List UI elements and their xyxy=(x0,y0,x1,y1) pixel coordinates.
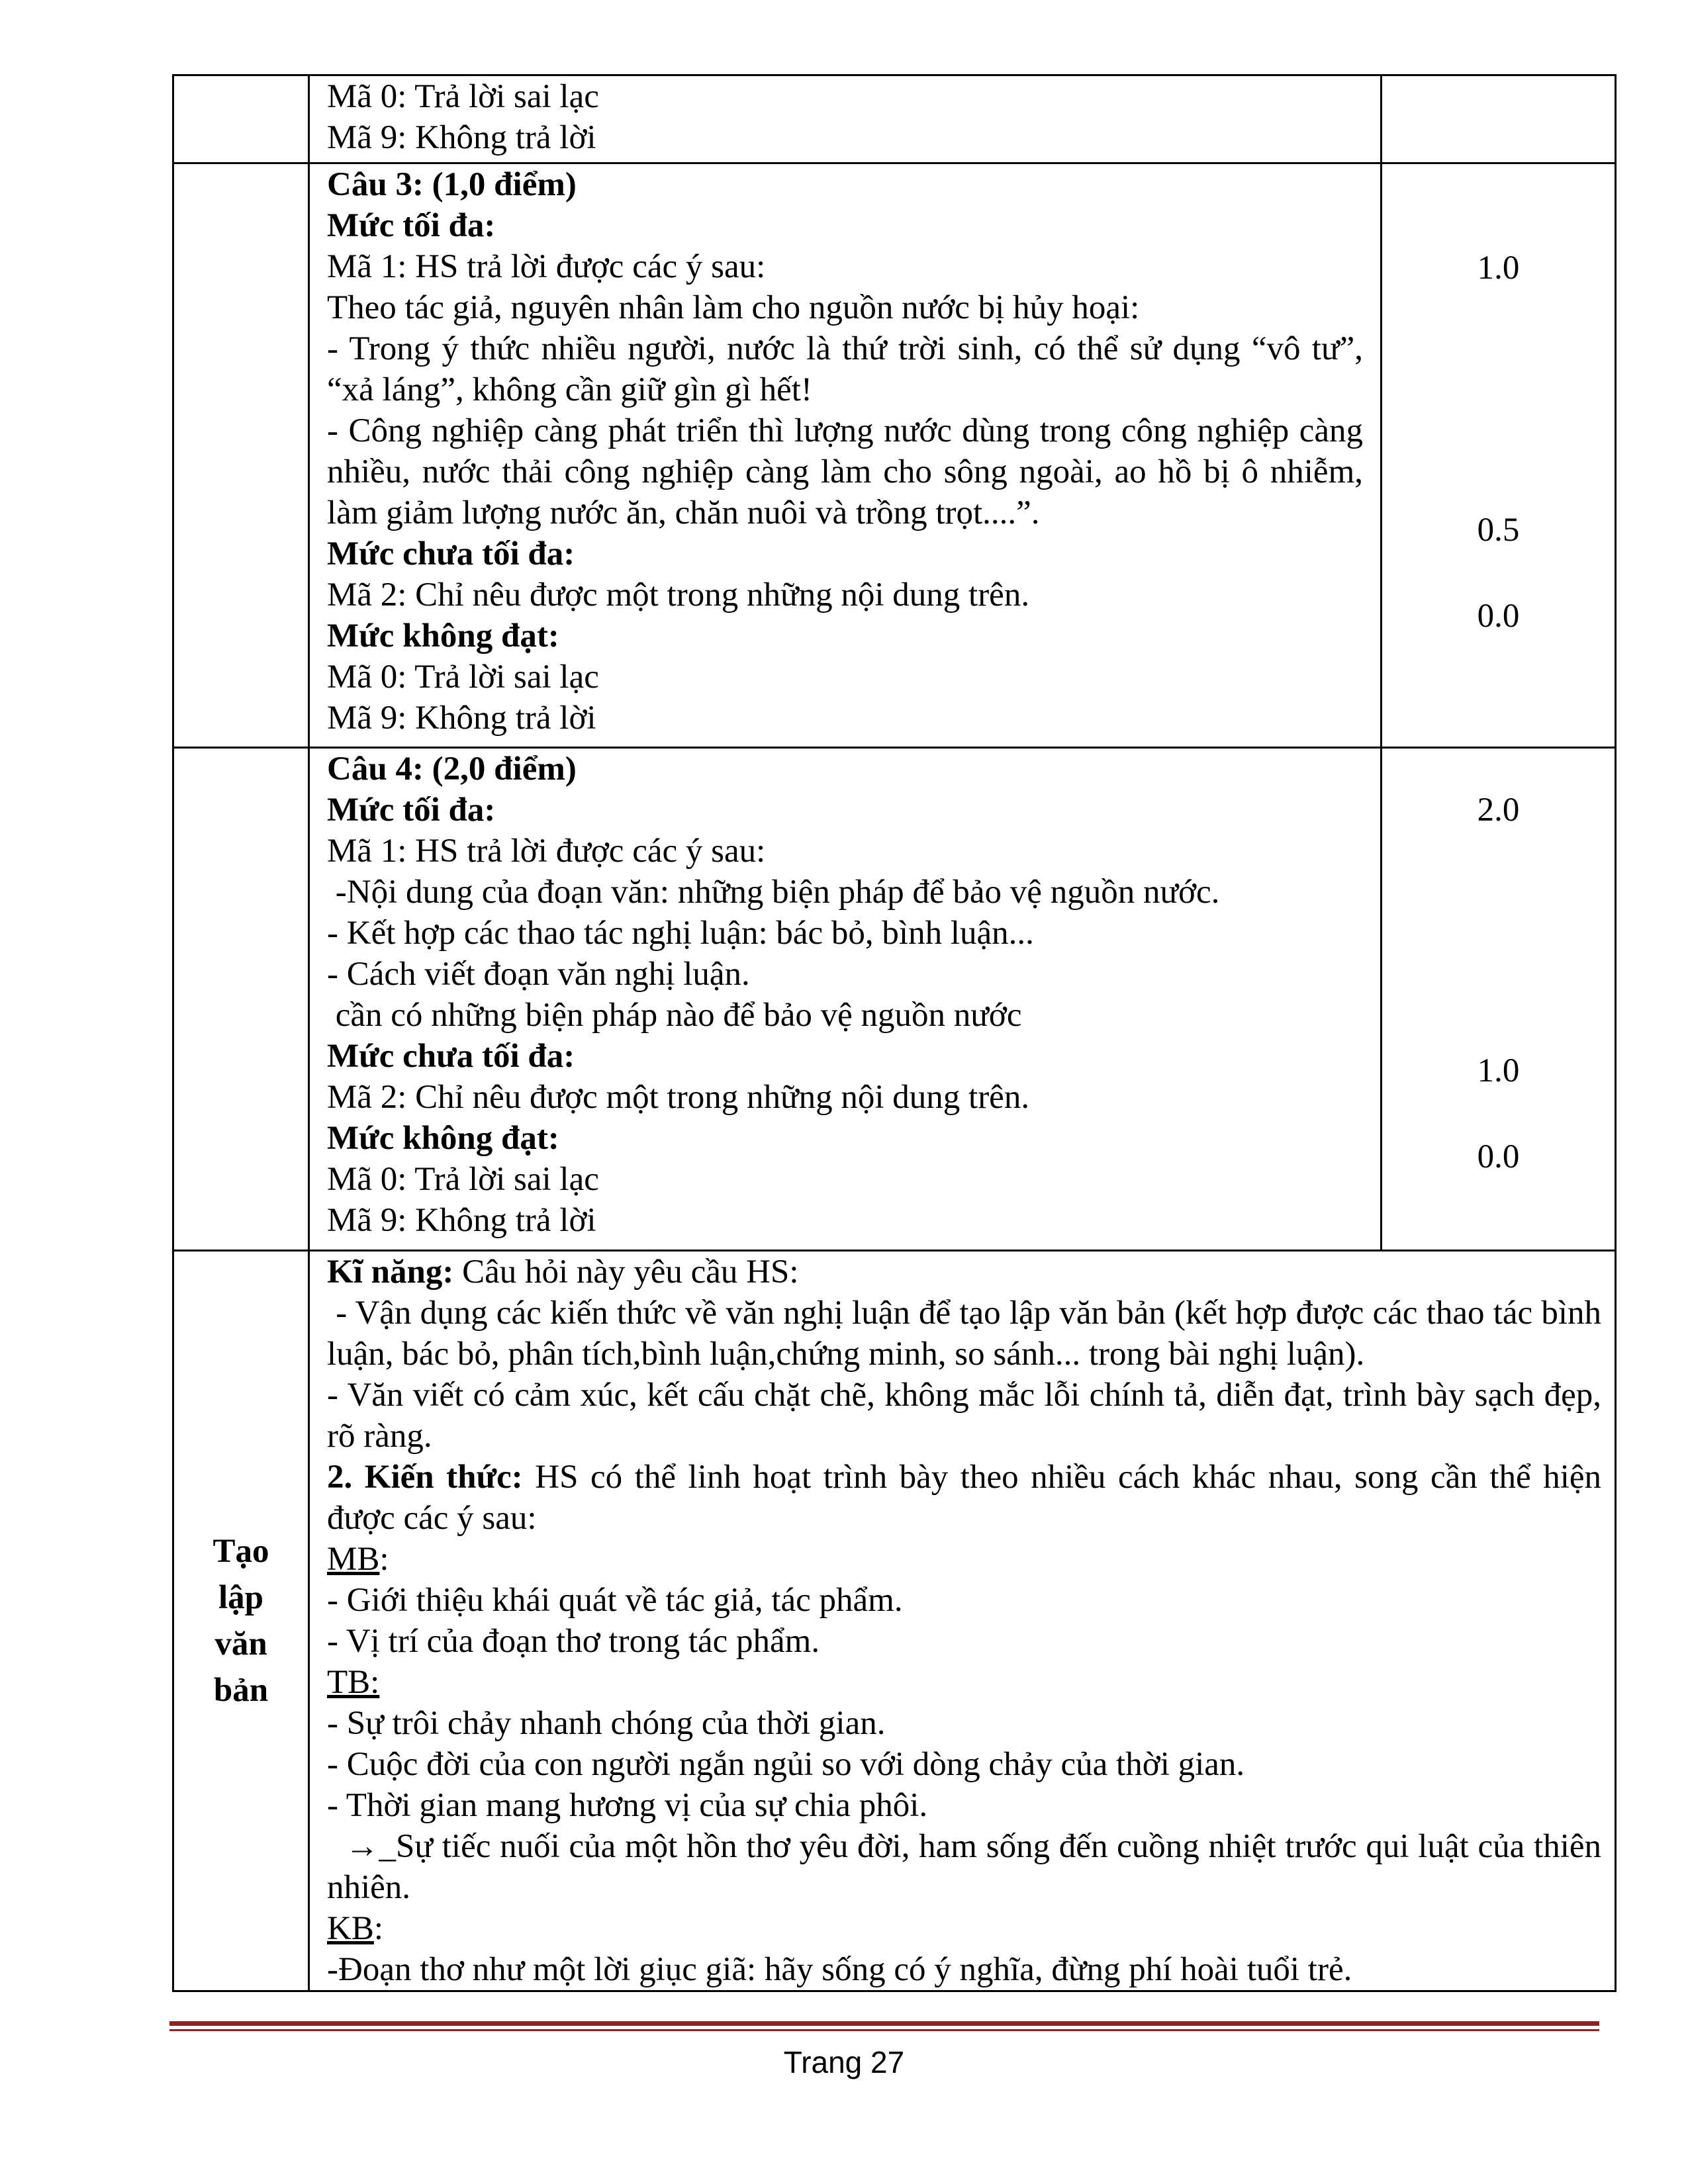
category-cell xyxy=(173,748,309,1251)
skill-label: Kĩ năng: xyxy=(327,1253,454,1291)
knowledge-label: 2. Kiến thức: xyxy=(327,1459,523,1496)
score-value: 0.5 xyxy=(1477,512,1520,549)
answer-line: - Kết hợp các thao tác nghị luận: bác bỏ, bình luận... xyxy=(327,915,1034,952)
level-heading: Mức chưa tối đa: xyxy=(327,1038,575,1075)
answer-line: - Vị trí của đoạn thơ trong tác phẩm. xyxy=(327,1623,820,1660)
score-value: 2.0 xyxy=(1477,792,1520,829)
kb-label: KB xyxy=(327,1910,374,1947)
answer-line: Mã 9: Không trả lời xyxy=(327,119,596,156)
answer-line: Mã 9: Không trả lời xyxy=(327,700,596,737)
mb-label: MB xyxy=(327,1541,380,1578)
answer-line: - Giới thiệu khái quát về tác giả, tác phẩm. xyxy=(327,1582,903,1619)
footer-rule-thin xyxy=(169,2029,1599,2031)
answer-paragraph: - Trong ý thức nhiều người, nước là thứ trời sinh, có thể sử dụng “vô tư”, “xả láng”, không cần giữ gìn gì hết! xyxy=(327,330,1363,408)
score-value: 0.0 xyxy=(1477,1138,1520,1175)
answer-key-table xyxy=(172,74,1617,1992)
table-row xyxy=(173,748,1616,1251)
answer-line: Theo tác giả, nguyên nhân làm cho nguồn nước bị hủy hoại: xyxy=(327,289,1140,326)
table-row xyxy=(173,163,1616,748)
category-cell xyxy=(173,1251,309,1991)
score-value: 1.0 xyxy=(1477,1052,1520,1089)
section-heading-mb: MB: xyxy=(327,1541,389,1578)
section-label-word: Tạo xyxy=(212,1533,269,1570)
answer-line: - Sự trôi chảy nhanh chóng của thời gian. xyxy=(327,1705,886,1742)
answer-line: -Nội dung của đoạn văn: những biện pháp để bảo vệ nguồn nước. xyxy=(327,874,1220,911)
answer-line: Mã 0: Trả lời sai lạc xyxy=(327,659,599,696)
table-row xyxy=(173,75,1616,163)
answer-line: Mã 1: HS trả lời được các ý sau: xyxy=(327,248,766,285)
score-cell xyxy=(1382,163,1616,748)
knowledge-text: HS có thể linh hoạt trình bày theo nhiều cách khác nhau, song cần thể hiện được các ý sau: xyxy=(327,1459,1601,1537)
section-label-word: văn xyxy=(214,1625,267,1662)
skill-text: Câu hỏi này yêu cầu HS: xyxy=(453,1253,799,1291)
section-label xyxy=(174,1528,308,1713)
level-heading: Mức tối đa: xyxy=(327,207,496,244)
content-cell xyxy=(309,163,1382,748)
footer-rule xyxy=(169,2021,1599,2026)
answer-line: -Đoạn thơ như một lời giục giã: hãy sống có ý nghĩa, đừng phí hoài tuổi trẻ. xyxy=(327,1951,1352,1988)
answer-line: Mã 9: Không trả lời xyxy=(327,1202,596,1239)
section-label-word: bản xyxy=(213,1672,269,1709)
question-title: Câu 4: (2,0 điểm) xyxy=(327,751,577,788)
answer-line: Mã 2: Chỉ nêu được một trong những nội dung trên. xyxy=(327,1079,1030,1116)
score-cell xyxy=(1382,748,1616,1251)
answer-paragraph: - Vận dụng các kiến thức về văn nghị luận để tạo lập văn bản (kết hợp được các thao tác bình luận, bác bỏ, phân tích,bình luận,chứng minh, so sánh... trong bài nghị luận). xyxy=(327,1295,1610,1373)
skill-line xyxy=(327,1251,1601,1293)
answer-line: - Cuộc đời của con người ngắn ngủi so với dòng chảy của thời gian. xyxy=(327,1746,1245,1783)
answer-paragraph: - Công nghiệp càng phát triển thì lượng nước dùng trong công nghiệp càng nhiều, nước thải công nghiệp càng làm cho sông ngoài, ao hồ bị ô nhiễm, làm giảm lượng nước ăn, chăn nuôi và trồng trọt....”. xyxy=(327,412,1363,531)
page-number: Trang 27 xyxy=(783,2045,905,2079)
category-cell xyxy=(173,75,309,163)
level-heading: Mức chưa tối đa: xyxy=(327,535,575,572)
category-cell xyxy=(173,163,309,748)
level-heading: Mức tối đa: xyxy=(327,792,496,829)
section-heading-tb: TB: xyxy=(327,1664,380,1701)
score-value: 1.0 xyxy=(1477,250,1520,287)
answer-line: Mã 0: Trả lời sai lạc xyxy=(327,78,599,115)
score-cell xyxy=(1382,75,1616,163)
content-cell xyxy=(309,75,1382,163)
level-heading: Mức không đạt: xyxy=(327,617,559,655)
answer-line: - Thời gian mang hương vị của sự chia phôi. xyxy=(327,1787,928,1824)
level-heading: Mức không đạt: xyxy=(327,1120,559,1157)
content-cell xyxy=(309,748,1382,1251)
answer-line: Mã 0: Trả lời sai lạc xyxy=(327,1161,599,1198)
section-label-word: lập xyxy=(218,1579,264,1616)
answer-line: cần có những biện pháp nào để bảo vệ nguồn nước xyxy=(327,997,1022,1034)
answer-paragraph: →_Sự tiếc nuối của một hồn thơ yêu đời, ham sống đến cuồng nhiệt trước qui luật của thiên nhiên. xyxy=(327,1828,1610,1906)
answer-line: Mã 2: Chỉ nêu được một trong những nội dung trên. xyxy=(327,576,1030,614)
knowledge-line xyxy=(327,1457,1601,1539)
section-heading-kb: KB: xyxy=(327,1910,384,1947)
answer-line: - Cách viết đoạn văn nghị luận. xyxy=(327,956,750,993)
score-value: 0.0 xyxy=(1477,598,1520,635)
content-cell xyxy=(309,1251,1616,1991)
question-title: Câu 3: (1,0 điểm) xyxy=(327,166,577,203)
answer-paragraph: - Văn viết có cảm xúc, kết cấu chặt chẽ, không mắc lỗi chính tả, diễn đạt, trình bày sạch đẹp, rõ ràng. xyxy=(327,1377,1601,1455)
table-row xyxy=(173,1251,1616,1991)
answer-line: Mã 1: HS trả lời được các ý sau: xyxy=(327,833,766,870)
